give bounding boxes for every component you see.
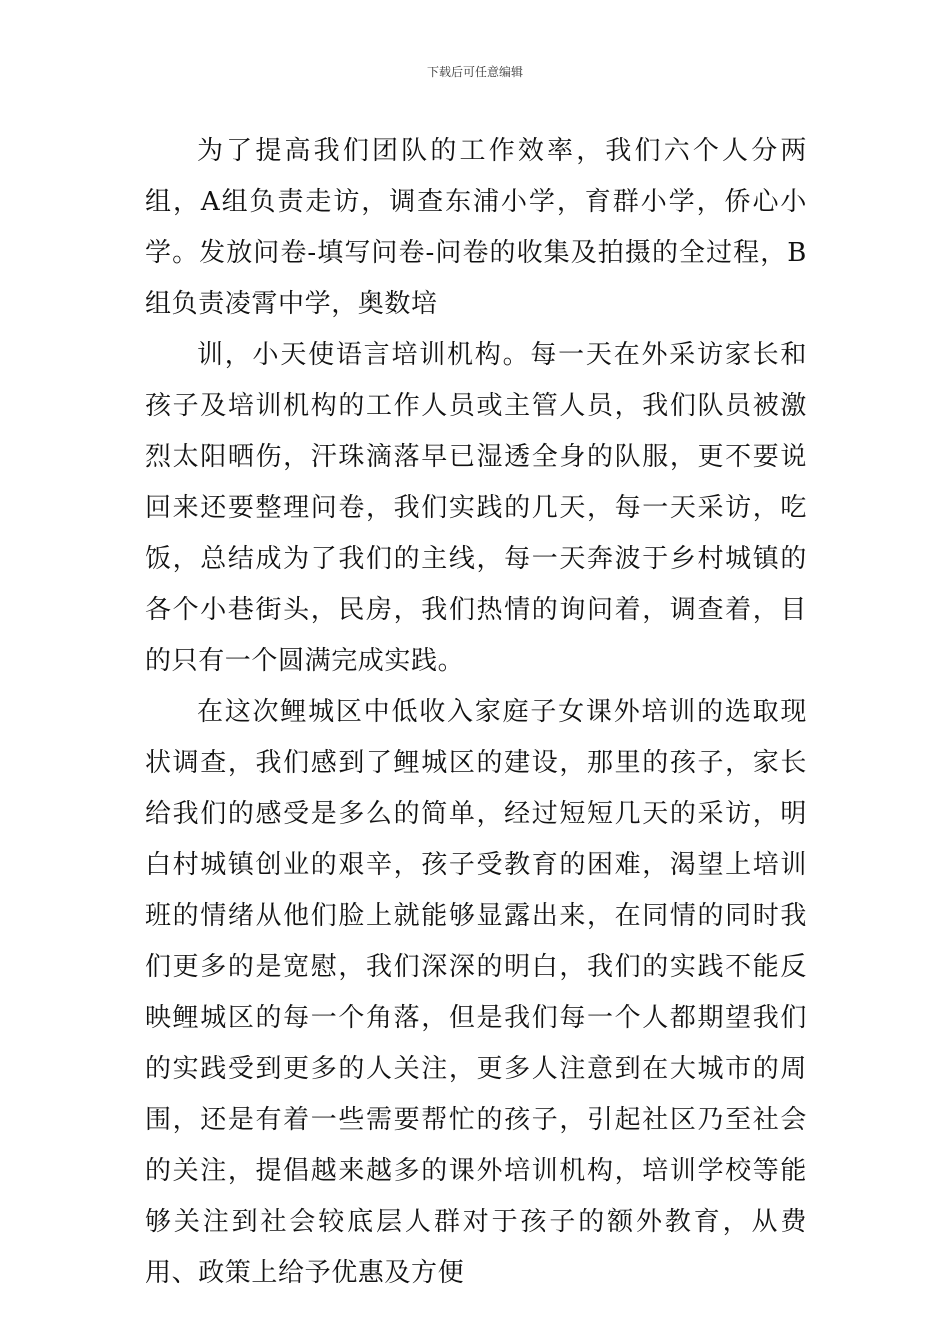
page-header: 下载后可任意编辑 [426,65,523,79]
document-body [145,126,807,1299]
paragraph-1: 为了提高我们团队的工作效率，我们六个人分两组，A组负责走访，调查东浦小学，育群小学，侨心小学。发放问卷-填写问卷-问卷的收集及拍摄的全过程，B组负责凌霄中学，奥数培 [145,136,807,319]
paragraph-3: 在这次鲤城区中低收入家庭子女课外培训的选取现状调查，我们感到了鲤城区的建设，那里的孩子，家长给我们的感受是多么的简单，经过短短几天的采访，明白村城镇创业的艰辛，孩子受教育的困难，渴望上培训班的情绪从他们脸上就能够显露出来，在同情的同时我们更多的是宽慰，我们深深的明白，我们的实践不能反映鲤城区的每一个角落，但是我们每一个人都期望我们的实践受到更多的人关注，更多人注意到在大城市的周围，还是有着一些需要帮忙的孩子，引起社区乃至社会的关注，提倡越来越多的课外培训机构，培训学校等能够关注到社会较底层人群对于孩子的额外教育，从费用、政策上给予优惠及方便 [145,697,807,1288]
paragraph-2: 训，小天使语言培训机构。每一天在外采访家长和孩子及培训机构的工作人员或主管人员，我们队员被激烈太阳晒伤，汗珠滴落早已湿透全身的队服，更不要说回来还要整理问卷，我们实践的几天，每一天采访，吃饭，总结成为了我们的主线，每一天奔波于乡村城镇的各个小巷街头，民房，我们热情的询问着，调查着，目的只有一个圆满完成实践。 [145,340,807,676]
